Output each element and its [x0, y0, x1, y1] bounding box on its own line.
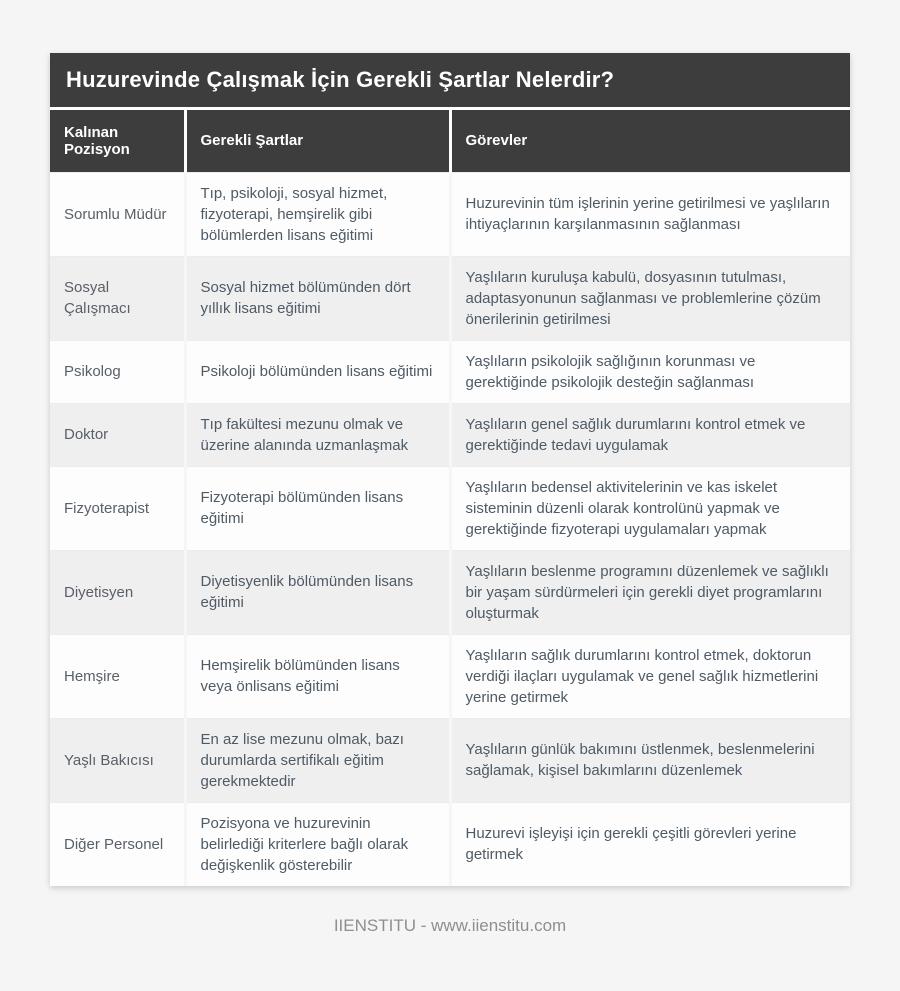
cell-requirements: Diyetisyenlik bölümünden lisans eğitimi: [185, 550, 450, 634]
cell-requirements: Tıp fakültesi mezunu olmak ve üzerine alanında uzmanlaşmak: [185, 403, 450, 466]
table-header-row: [50, 110, 850, 172]
cell-position: Sorumlu Müdür: [50, 172, 185, 256]
table-row: [50, 172, 850, 256]
table-row: [50, 718, 850, 802]
table-row: [50, 340, 850, 403]
infographic-card: [50, 53, 850, 886]
cell-duties: Yaşlıların beslenme programını düzenlemek ve sağlıklı bir yaşam sürdürmeleri için gerekli diyet programlarını oluşturmak: [450, 550, 850, 634]
cell-position: Diğer Personel: [50, 802, 185, 886]
cell-position: Hemşire: [50, 634, 185, 718]
cell-requirements: Sosyal hizmet bölümünden dört yıllık lisans eğitimi: [185, 256, 450, 340]
cell-duties: Yaşlıların genel sağlık durumlarını kontrol etmek ve gerektiğinde tedavi uygulamak: [450, 403, 850, 466]
cell-requirements: En az lise mezunu olmak, bazı durumlarda sertifikalı eğitim gerekmektedir: [185, 718, 450, 802]
cell-duties: Yaşlıların psikolojik sağlığının korunması ve gerektiğinde psikolojik desteğin sağlanması: [450, 340, 850, 403]
table-row: [50, 256, 850, 340]
table-row: [50, 634, 850, 718]
table-row: [50, 550, 850, 634]
cell-duties: Huzurevi işleyişi için gerekli çeşitli görevleri yerine getirmek: [450, 802, 850, 886]
cell-duties: Yaşlıların kuruluşa kabulü, dosyasının tutulması, adaptasyonunun sağlanması ve problemlerine çözüm önerilerinin getirilmesi: [450, 256, 850, 340]
cell-requirements: Pozisyona ve huzurevinin belirlediği kriterlere bağlı olarak değişkenlik gösterebilir: [185, 802, 450, 886]
cell-requirements: Tıp, psikoloji, sosyal hizmet, fizyoterapi, hemşirelik gibi bölümlerden lisans eğitimi: [185, 172, 450, 256]
cell-requirements: Psikoloji bölümünden lisans eğitimi: [185, 340, 450, 403]
table-row: [50, 403, 850, 466]
cell-requirements: Fizyoterapi bölümünden lisans eğitimi: [185, 466, 450, 550]
footer-credit: IIENSTITU - www.iienstitu.com: [333, 916, 567, 935]
cell-position: Sosyal Çalışmacı: [50, 256, 185, 340]
cell-position: Diyetisyen: [50, 550, 185, 634]
cell-duties: Yaşlıların bedensel aktivitelerinin ve kas iskelet sisteminin düzenli olarak kontrolünü yapmak ve gerektiğinde fizyoterapi uygulamaları yapmak: [450, 466, 850, 550]
cell-duties: Yaşlıların sağlık durumlarını kontrol etmek, doktorun verdiği ilaçları uygulamak ve genel sağlık hizmetlerini yerine getirmek: [450, 634, 850, 718]
cell-position: Doktor: [50, 403, 185, 466]
cell-requirements: Hemşirelik bölümünden lisans veya önlisans eğitimi: [185, 634, 450, 718]
cell-position: Fizyoterapist: [50, 466, 185, 550]
column-header-duties: Görevler: [450, 110, 850, 172]
page-title: Huzurevinde Çalışmak İçin Gerekli Şartlar Nelerdir?: [50, 53, 850, 110]
cell-duties: Yaşlıların günlük bakımını üstlenmek, beslenmelerini sağlamak, kişisel bakımlarını düzenlemek: [450, 718, 850, 802]
column-header-requirements: Gerekli Şartlar: [185, 110, 450, 172]
cell-position: Psikolog: [50, 340, 185, 403]
cell-position: Yaşlı Bakıcısı: [50, 718, 185, 802]
table-row: [50, 466, 850, 550]
cell-duties: Huzurevinin tüm işlerinin yerine getirilmesi ve yaşlıların ihtiyaçlarının karşılanmasının sağlanması: [450, 172, 850, 256]
requirements-table: [50, 110, 850, 886]
table-row: [50, 802, 850, 886]
column-header-position: Kalınan Pozisyon: [50, 110, 185, 172]
